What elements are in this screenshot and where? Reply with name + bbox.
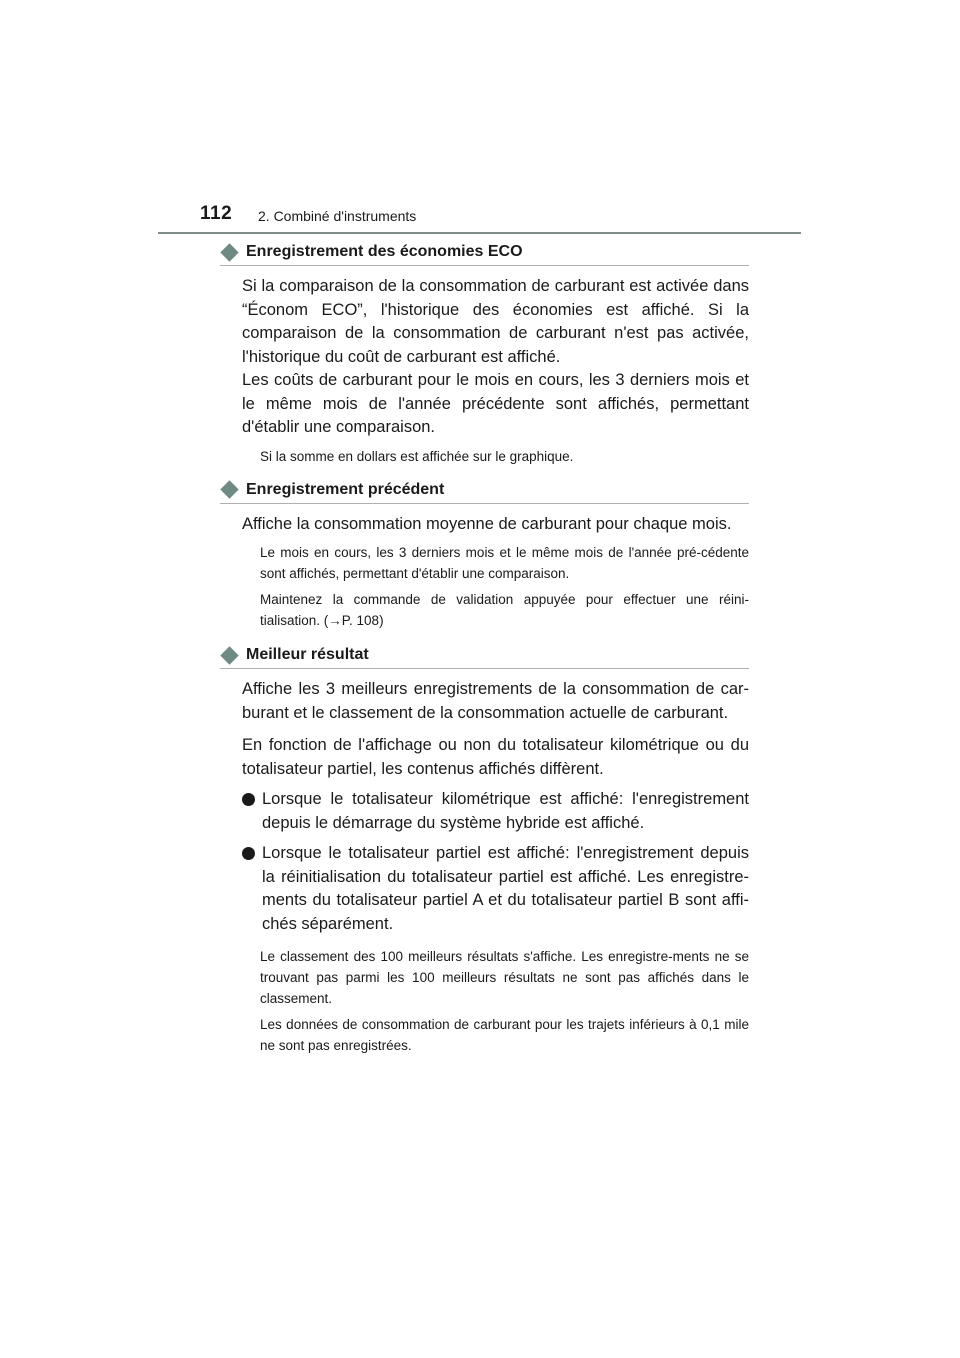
section-title: Enregistrement des économies ECO [246, 243, 523, 260]
note: Le mois en cours, les 3 derniers mois et le même mois de l'année pré-cédente sont affichés, permettant d'établir une comparaison. [260, 545, 749, 581]
paragraph: Affiche la consommation moyenne de carburant pour chaque mois. [242, 514, 732, 533]
note: Maintenez la commande de validation appuyée pour effectuer une réini-tialisation. (→P. 108) [260, 592, 749, 628]
diamond-icon [220, 646, 238, 664]
bullet-dot-icon [242, 847, 255, 860]
paragraph: Si la comparaison de la consommation de carburant est activée dans “Économ ECO”, l'historique des économies est affiché. Si la comparaison de la consommation de carburant n'est pas activée, l'historique du coût de carburant est affiché. [242, 277, 749, 366]
bullet-dot-icon [242, 793, 255, 806]
header-divider [158, 232, 801, 234]
section-best-result [220, 642, 749, 1056]
section-eco-savings [220, 239, 749, 467]
bullet-item [242, 788, 749, 835]
page-number: 112 [200, 203, 233, 224]
note: Les données de consommation de carburant pour les trajets inférieurs à 0,1 mile ne sont pas enregistrées. [260, 1017, 749, 1053]
section-previous-record [220, 477, 749, 632]
section-heading [220, 239, 749, 266]
bullet-text: Lorsque le totalisateur partiel est affiché: l'enregistrement depuis la réinitialisation du totalisateur partiel est affiché. Les enregistre-ments du totalisateur partiel A et du totalisateur partiel B sont affi-chés séparément. [262, 844, 749, 933]
note: Si la somme en dollars est affichée sur le graphique. [260, 448, 574, 464]
section-heading [220, 477, 749, 504]
page-content [220, 239, 749, 1056]
section-heading [220, 642, 749, 669]
section-title: Enregistrement précédent [246, 480, 445, 498]
note: Le classement des 100 meilleurs résultats s'affiche. Les enregistre-ments ne se trouvant pas parmi les 100 meilleurs résultats ne sont pas affichés dans le classement. [260, 949, 749, 1006]
bullet-text: Lorsque le totalisateur kilométrique est affiché: l'enregistrement depuis le démarrage du système hybride est affiché. [262, 790, 749, 832]
diamond-icon [220, 480, 238, 498]
section-title: Meilleur résultat [246, 646, 369, 663]
bullet-item [242, 842, 749, 936]
diamond-icon [220, 243, 238, 261]
paragraph: Affiche les 3 meilleurs enregistrements de la consommation de car-burant et le classement de la consommation actuelle de carburant. [242, 680, 749, 722]
chapter-title: 2. Combiné d'instruments [258, 208, 417, 224]
paragraph: En fonction de l'affichage ou non du totalisateur kilométrique ou du totalisateur partiel, les contenus affichés diffèrent. [242, 736, 749, 778]
paragraph: Les coûts de carburant pour le mois en cours, les 3 derniers mois et le même mois de l'année précédente sont affichés, permettant d'établir une comparaison. [242, 371, 749, 436]
